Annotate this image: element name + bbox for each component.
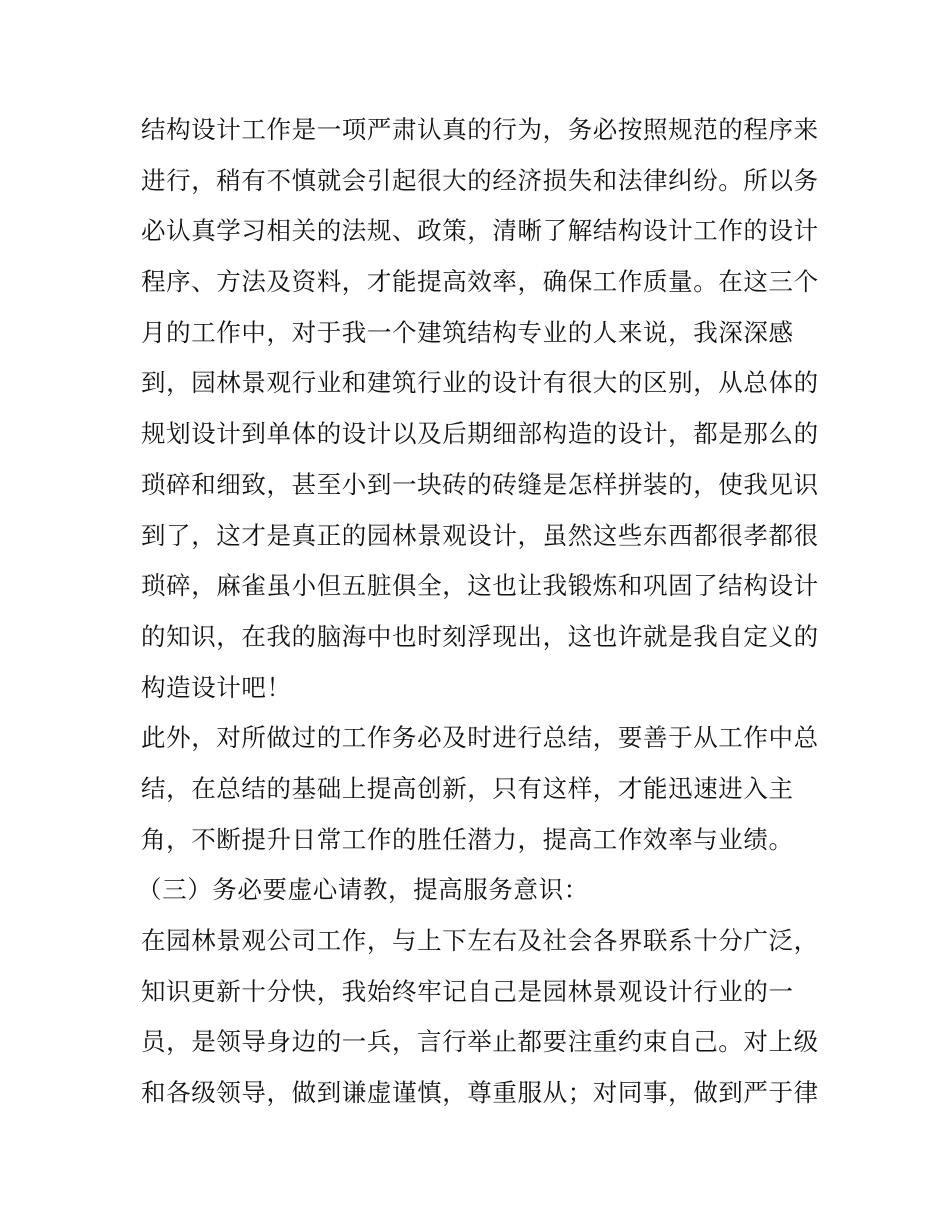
text-line: 角，不断提升日常工作的胜任潜力，提高工作效率与业绩。 xyxy=(141,824,794,854)
text-line: 月的工作中，对于我一个建筑结构专业的人来说，我深深感 xyxy=(141,317,794,347)
text-line: 在园林景观公司工作，与上下左右及社会各界联系十分广泛， xyxy=(141,926,819,955)
text-line: 知识更新十分快，我始终牢记自己是园林景观设计行业的一 xyxy=(141,976,794,1006)
text-line: 和各级领导，做到谦虚谨慎，尊重服从；对同事，做到严于律 xyxy=(141,1078,819,1108)
text-line: 到，园林景观行业和建筑行业的设计有很大的区别，从总体的 xyxy=(141,368,819,398)
text-line: 结构设计工作是一项严肃认真的行为，务必按照规范的程序来 xyxy=(141,115,819,144)
text-line: 琐碎，麻雀虽小但五脏俱全，这也让我锻炼和巩固了结构设计 xyxy=(141,571,819,601)
text-line: 进行，稍有不慎就会引起很大的经济损失和法律纠纷。所以务 xyxy=(141,165,819,195)
text-line: 员，是领导身边的一兵，言行举止都要注重约束自己。对上级 xyxy=(141,1027,819,1057)
text-line: 琐碎和细致，甚至小到一块砖的砖缝是怎样拼装的，使我见识 xyxy=(141,469,819,499)
body-text xyxy=(137,105,821,1119)
section-heading: （三）务必要虚心请教，提高服务意识： xyxy=(137,875,589,905)
text-line: 规划设计到单体的设计以及后期细部构造的设计，都是那么的 xyxy=(141,419,819,449)
text-line: 必认真学习相关的法规、政策，清晰了解结构设计工作的设计 xyxy=(141,216,819,246)
text-line: 程序、方法及资料，才能提高效率，确保工作质量。在这三个 xyxy=(141,267,819,297)
text-line: 到了，这才是真正的园林景观设计，虽然这些东西都很孝都很 xyxy=(141,520,819,550)
text-line: 此外，对所做过的工作务必及时进行总结，要善于从工作中总 xyxy=(141,723,819,753)
text-line: 的知识，在我的脑海中也时刻浮现出，这也许就是我自定义的 xyxy=(141,621,819,651)
text-line: 构造设计吧！ xyxy=(141,672,292,702)
text-line: 结，在总结的基础上提高创新，只有这样，才能迅速进入主 xyxy=(141,773,794,803)
